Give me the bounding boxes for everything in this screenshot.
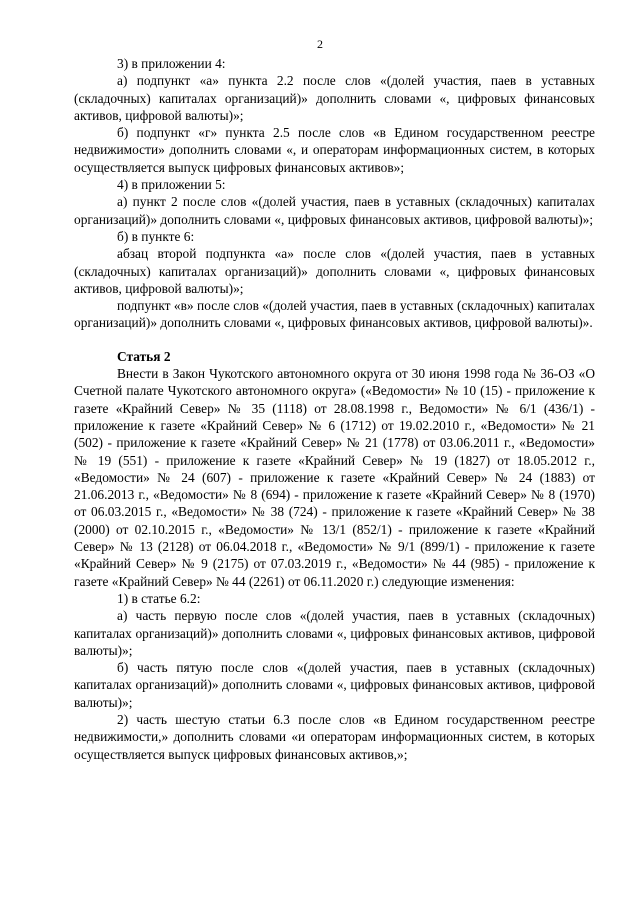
paragraph-abzac: абзац второй подпункта «а» после слов «(долей участия, паев в уставных (складочных) капиталах организаций)» дополнить словами «, цифровых финансовых активов, цифровой валюты)»;: [74, 246, 595, 296]
paragraph-subitem-b: б) в пункте 6:: [117, 228, 195, 244]
paragraph-item-4: 4) в приложении 5:: [117, 177, 226, 193]
paragraph-podpunkt: подпункт «в» после слов «(долей участия, паев в уставных (складочных) капиталах организаций)» дополнить словами «, цифровых финансовых активов, цифровой валюты)».: [74, 298, 595, 331]
paragraph-item-3: 3) в приложении 4:: [117, 56, 226, 71]
article-intro-paragraph: Внести в Закон Чукотского автономного округа от 30 июня 1998 года № 36-ОЗ «О Счетной палате Чукотского автономного округа» («Ведомости» № 10 (15) - приложение к газете «Крайний Север» № 35 (1118) от 28.08.1998 г., Ведомости» № 6/1 (436/1) - приложение к газете «Крайний Север» № 6 (1712) от 19.02.2010 г., «Ведомости» № 21 (502) - приложение к газете «Крайний Север» № 21 (1778) от 03.06.2011 г., «Ведомости» № 19 (551) - приложение к газете «Крайний Север» № 19 (1827) от 18.05.2012 г., «Ведомости» № 24 (607) - приложение к газете «Крайний Север» № 24 (1883) от 21.06.2013 г., «Ведомости» № 8 (694) - приложение к газете «Крайний Север» № 8 (1970) от 06.03.2015 г., «Ведомости» № 38 (724) - приложение к газете «Крайний Север» № 38 (2000) от 02.10.2015 г., «Ведомости» № 13/1 (852/1) - приложение к газете «Крайний Север» № 13 (2128) от 06.04.2018 г., «Ведомости» № 9/1 (899/1) - приложение к газете «Крайний Север» № 9 (2175) от 07.03.2019 г., «Ведомости» № 44 (985) - приложение к газете «Крайний Север» № 44 (2261) от 06.11.2020 г.) следующие изменения:: [74, 366, 595, 589]
paragraph-subitem-a: а) подпункт «а» пункта 2.2 после слов «(долей участия, паев в уставных (складочных) капиталах организаций)» дополнить словами «, цифровых финансовых активов, цифровой валюты)»;: [74, 73, 595, 123]
page-number: 2: [317, 37, 323, 51]
paragraph-subitem-a: а) часть первую после слов «(долей участия, паев в уставных (складочных) капиталах организаций)» дополнить словами «, цифровых финансовых активов, цифровой валюты)»;: [74, 608, 595, 658]
document-body: [74, 55, 595, 763]
article-heading: Статья 2: [117, 348, 171, 364]
paragraph-item-2: 2) часть шестую статьи 6.3 после слов «в Едином государственном реестре недвижимости,» дополнить словами «и операторам информационных систем, в которых осуществляется выпуск цифровых финансовых активов,»;: [74, 711, 595, 762]
paragraph-subitem-b: б) подпункт «г» пункта 2.5 после слов «в Едином государственном реестре недвижимости» дополнить словами «, и операторам информационных систем, в которых осуществляется выпуск цифровых финансовых активов»;: [74, 125, 595, 175]
paragraph-subitem-b: б) часть пятую после слов «(долей участия, паев в уставных (складочных) капиталах организаций)» дополнить словами «, цифровых финансовых активов, цифровой валюты)»;: [74, 660, 595, 710]
paragraph-subitem-a: а) пункт 2 после слов «(долей участия, паев в уставных (складочных) капиталах организаций)» дополнить словами «, цифровых финансовых активов, цифровой валюты)»;: [74, 194, 595, 227]
paragraph-item-1: 1) в статье 6.2:: [117, 590, 201, 606]
